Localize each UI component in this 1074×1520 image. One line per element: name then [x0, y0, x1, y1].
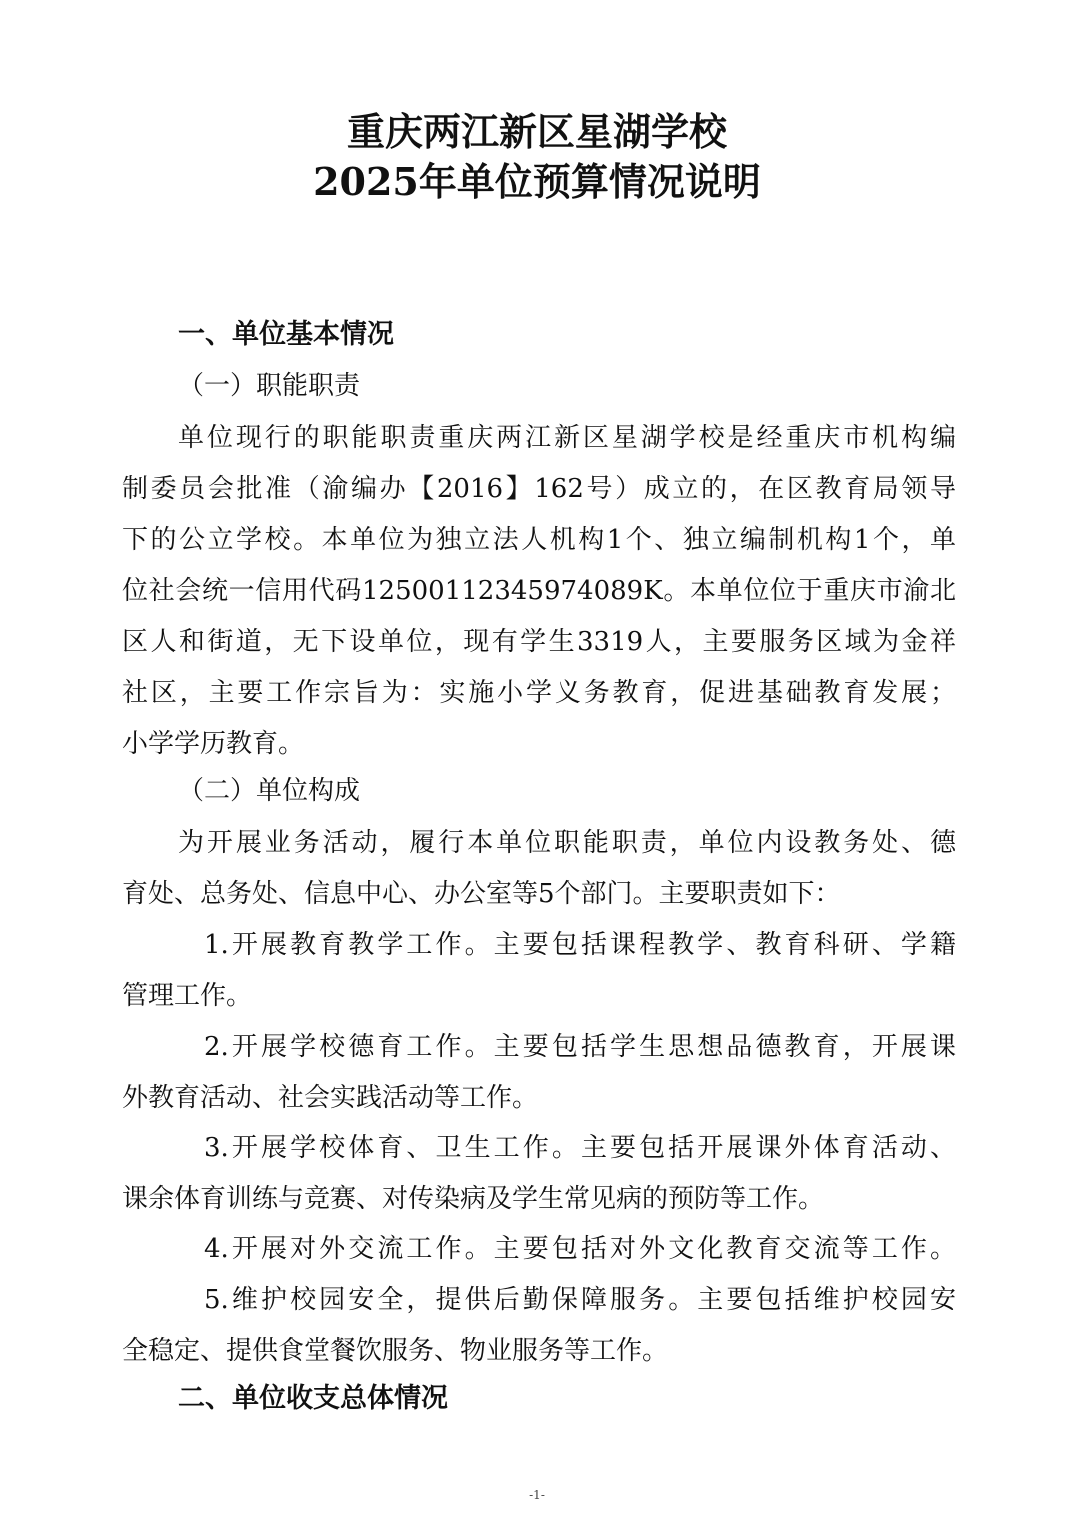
document-title-line2: 2025年单位预算情况说明 — [313, 159, 761, 204]
paragraph-line: 制委员会批准（渝编办【2016】162号）成立的，在区教育局领导 — [122, 474, 956, 504]
section-heading-budget-overview: 二、单位收支总体情况 — [178, 1383, 448, 1414]
duty-item-3: 3.开展学校体育、卫生工作。主要包括开展课外体育活动、 — [204, 1133, 956, 1163]
duty-item-2-cont: 外教育活动、社会实践活动等工作。 — [122, 1083, 539, 1113]
paragraph-line: 下的公立学校。本单位为独立法人机构1个、独立编制机构1个，单 — [122, 525, 956, 555]
section-heading-basic-info: 一、单位基本情况 — [178, 319, 394, 350]
paragraph-line: 小学学历教育。 — [122, 729, 305, 759]
paragraph-line: 为开展业务活动，履行本单位职能职责，单位内设教务处、德 — [178, 828, 956, 858]
duty-item-2: 2.开展学校德育工作。主要包括学生思想品德教育，开展课 — [204, 1032, 956, 1062]
duty-item-4: 4.开展对外交流工作。主要包括对外文化教育交流等工作。 — [204, 1234, 956, 1264]
subsection-heading-functions: （一）职能职责 — [178, 371, 361, 401]
duty-item-1-cont: 管理工作。 — [122, 981, 253, 1011]
subsection-heading-structure: （二）单位构成 — [178, 776, 361, 806]
paragraph-line: 单位现行的职能职责重庆两江新区星湖学校是经重庆市机构编 — [178, 423, 956, 453]
paragraph-line: 社区，主要工作宗旨为：实施小学义务教育，促进基础教育发展； — [122, 678, 956, 708]
paragraph-line: 育处、总务处、信息中心、办公室等5个部门。主要职责如下： — [122, 879, 841, 909]
duty-item-3-cont: 课余体育训练与竞赛、对传染病及学生常见病的预防等工作。 — [122, 1184, 825, 1214]
paragraph-line: 位社会统一信用代码12500112345974089K。本单位位于重庆市渝北 — [122, 576, 956, 606]
duty-item-5-cont: 全稳定、提供食堂餐饮服务、物业服务等工作。 — [122, 1336, 669, 1366]
paragraph-line: 区人和街道，无下设单位，现有学生3319人，主要服务区域为金祥 — [122, 627, 956, 657]
document-title-line1: 重庆两江新区星湖学校 — [346, 109, 727, 154]
page-number: -1- — [529, 1488, 545, 1502]
duty-item-1: 1.开展教育教学工作。主要包括课程教学、教育科研、学籍 — [204, 930, 956, 960]
duty-item-5: 5.维护校园安全，提供后勤保障服务。主要包括维护校园安 — [204, 1285, 956, 1315]
